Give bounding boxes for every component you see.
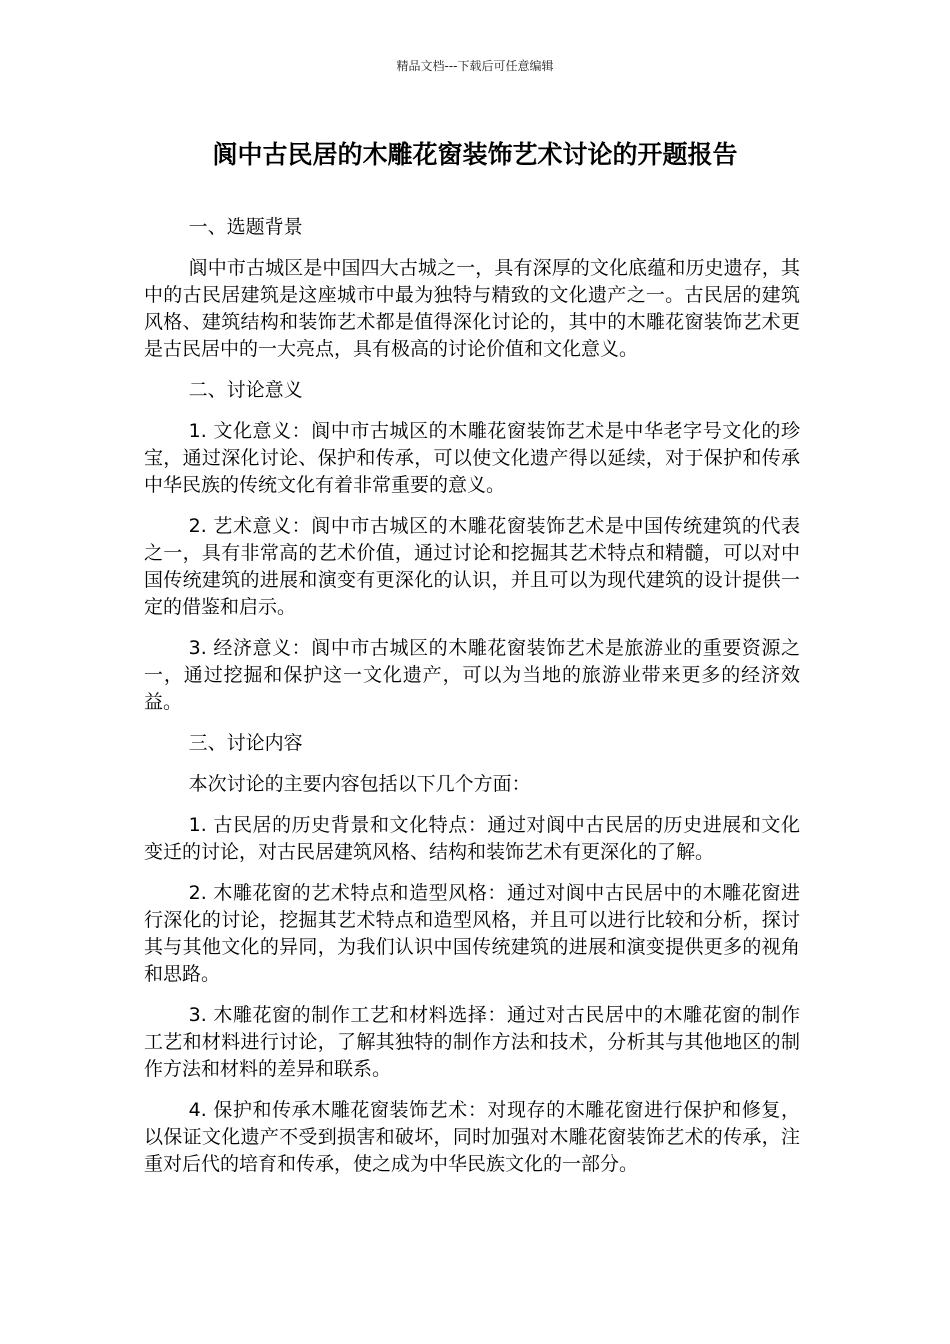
paragraph-content-item-3: 3. 木雕花窗的制作工艺和材料选择：通过对古民居中的木雕花窗的制作工艺和材料进行讨论，了解其独特的制作方法和技术，分析其与其他地区的制作方法和材料的差异和联系。 [144,1004,800,1080]
header-note: 精品文档---下载后可任意编辑 [396,59,554,73]
section-heading-content: 三、讨论内容 [188,732,303,754]
paragraph-artistic-significance: 2. 艺术意义：阆中市古城区的木雕花窗装饰艺术是中国传统建筑的代表之一，具有非常高的艺术价值，通过讨论和挖掘其艺术特点和精髓，可以对中国传统建筑的进展和演变有更深化的认识，并且可以为现代建筑的设计提供一定的借鉴和启示。 [144,515,800,618]
document-title: 阆中古民居的木雕花窗装饰艺术讨论的开题报告 [212,140,738,169]
document-body [144,214,800,1192]
paragraph-economic-significance: 3. 经济意义：阆中市古城区的木雕花窗装饰艺术是旅游业的重要资源之一，通过挖掘和保护这一文化遗产，可以为当地的旅游业带来更多的经济效益。 [144,637,800,713]
section-heading-significance: 二、讨论意义 [188,379,303,401]
paragraph-content-item-4: 4. 保护和传承木雕花窗装饰艺术：对现存的木雕花窗进行保护和修复，以保证文化遗产不受到损害和破坏，同时加强对木雕花窗装饰艺术的传承，注重对后代的培育和传承，使之成为中华民族文化的一部分。 [144,1099,800,1175]
paragraph-cultural-significance: 1. 文化意义：阆中市古城区的木雕花窗装饰艺术是中华老字号文化的珍宝，通过深化讨论、保护和传承，可以使文化遗产得以延续，对于保护和传承中华民族的传统文化有着非常重要的意义。 [144,420,800,496]
paragraph-content-item-2: 2. 木雕花窗的艺术特点和造型风格：通过对阆中古民居中的木雕花窗进行深化的讨论，挖掘其艺术特点和造型风格，并且可以进行比较和分析，探讨其与其他文化的异同，为我们认识中国传统建筑的进展和演变提供更多的视角和思路。 [144,882,800,985]
paragraph-background: 阆中市古城区是中国四大古城之一，具有深厚的文化底蕴和历史遗存，其中的古民居建筑是这座城市中最为独特与精致的文化遗产之一。古民居的建筑风格、建筑结构和装饰艺术都是值得深化讨论的，其中的木雕花窗装饰艺术更是古民居中的一大亮点，具有极高的讨论价值和文化意义。 [144,257,800,360]
section-heading-background: 一、选题背景 [188,216,303,238]
paragraph-content-item-1: 1. 古民居的历史背景和文化特点：通过对阆中古民居的历史进展和文化变迁的讨论，对古民居建筑风格、结构和装饰艺术有更深化的了解。 [144,814,800,863]
paragraph-content-intro: 本次讨论的主要内容包括以下几个方面： [188,773,531,795]
